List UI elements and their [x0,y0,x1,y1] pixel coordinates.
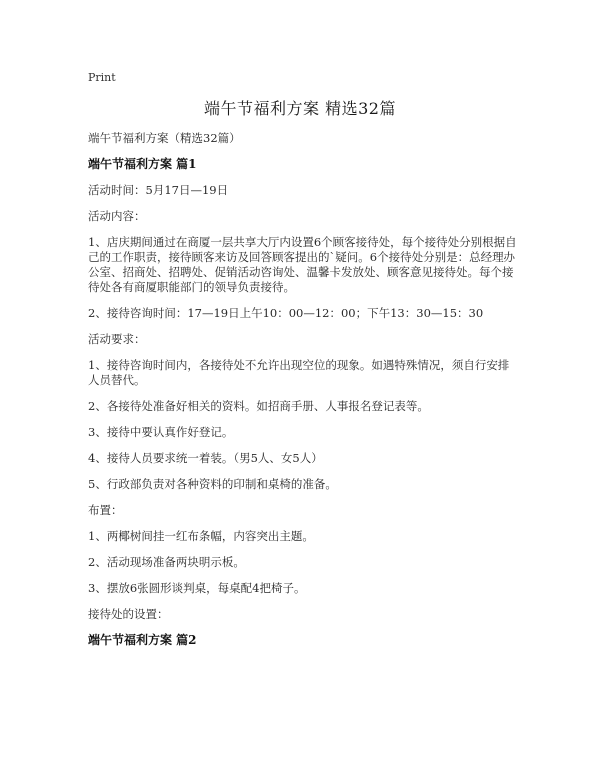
paragraph: 接待处的设置： [88,607,169,621]
document-title: 端午节福利方案 精选32篇 [204,99,396,118]
paragraph: 2、接待咨询时间：17—19日上午10：00—12：00；下午13：30—15：30 [88,306,484,320]
print-label[interactable]: Print [88,71,116,84]
subtitle-paragraph: 端午节福利方案（精选32篇） [88,131,241,145]
paragraph: 布置： [88,503,123,517]
paragraph: 1、店庆期间通过在商厦一层共享大厅内设置6个顾客接待处，每个接待处分别根据自己的工作职责，接待顾客来访及回答顾客提出的`疑问。6个接待处分别是：总经理办公室、招商处、招聘处、促销活动咨询处、温馨卡发放处、顾客意见接待处。每个接待处各有商厦职能部门的领导负责接待。 [88,235,517,294]
document-body [88,131,518,659]
paragraph: 2、活动现场准备两块明示板。 [88,555,245,569]
paragraph: 3、摆放6张圆形谈判桌，每桌配4把椅子。 [88,581,306,595]
paragraph: 活动要求： [88,332,146,346]
section-heading-2: 端午节福利方案 篇2 [88,633,197,647]
paragraph: 1、接待咨询时间内，各接待处不允许出现空位的现象。如遇特殊情况，须自行安排人员替代。 [88,358,510,387]
paragraph: 4、接待人员要求统一着装。（男5人、女5人） [88,451,323,465]
paragraph: 5、行政部负责对各种资料的印制和桌椅的准备。 [88,477,337,491]
paragraph: 活动时间：5月17日—19日 [88,183,229,197]
paragraph: 2、各接待处准备好相关的资料。如招商手册、人事报名登记表等。 [88,399,429,413]
section-heading-1: 端午节福利方案 篇1 [88,157,197,171]
paragraph: 活动内容： [88,209,146,223]
paragraph: 1、两椰树间挂一红布条幅，内容突出主题。 [88,529,314,543]
paragraph: 3、接待中要认真作好登记。 [88,425,234,439]
